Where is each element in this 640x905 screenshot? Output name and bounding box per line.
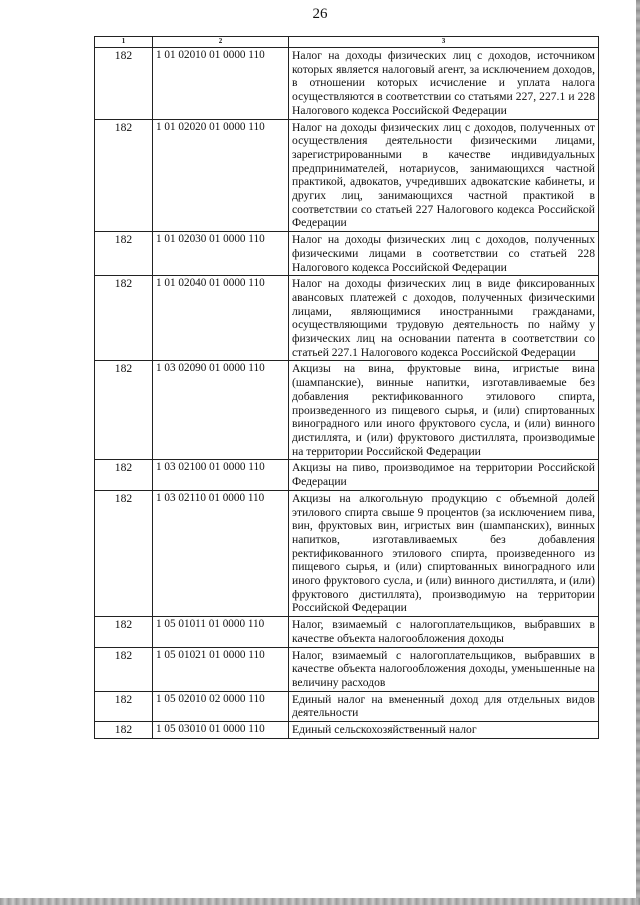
table-row xyxy=(95,48,599,120)
table-row xyxy=(95,617,599,647)
revenue-name-cell: Акцизы на пиво, производимое на территории Российской Федерации xyxy=(289,460,599,490)
table-row xyxy=(95,647,599,691)
revenue-name-cell: Акцизы на вина, фруктовые вина, игристые вина (шампанские), винные напитки, изготавливаемые без добавления ректификованного этилового спирта, произведенного из пищевого сырья, и (или) спиртованных виноградного или иного фруктового сусла, и (или) винного дистиллята, и (или) фруктового дистиллята, производимые на территории Российской Федерации xyxy=(289,361,599,460)
admin-code-cell: 182 xyxy=(95,48,153,120)
admin-code-cell: 182 xyxy=(95,460,153,490)
admin-code-cell: 182 xyxy=(95,691,153,721)
table-row xyxy=(95,490,599,616)
admin-code-cell: 182 xyxy=(95,722,153,739)
table-row xyxy=(95,232,599,276)
column-header-3: 3 xyxy=(289,37,599,48)
revenue-name-cell: Налог на доходы физических лиц в виде фиксированных авансовых платежей с доходов, полученных физическими лицами, являющимися иностранными гражданами, осуществляющими трудовую деятельность по найму у физических лиц на основании патента в соответствии со статьей 227.1 Налогового кодекса Российской Федерации xyxy=(289,276,599,361)
budget-code-cell: 1 01 02040 01 0000 110 xyxy=(153,276,289,361)
table-row xyxy=(95,691,599,721)
revenue-name-cell: Единый налог на вмененный доход для отдельных видов деятельности xyxy=(289,691,599,721)
table-row xyxy=(95,722,599,739)
column-header-1: 1 xyxy=(95,37,153,48)
budget-code-cell: 1 01 02020 01 0000 110 xyxy=(153,119,289,232)
admin-code-cell: 182 xyxy=(95,232,153,276)
budget-code-cell: 1 01 02030 01 0000 110 xyxy=(153,232,289,276)
revenue-name-cell: Единый сельскохозяйственный налог xyxy=(289,722,599,739)
revenue-name-cell: Налог, взимаемый с налогоплательщиков, выбравших в качестве объекта налогообложения доходы xyxy=(289,617,599,647)
table-row xyxy=(95,460,599,490)
scan-edge-right xyxy=(636,0,640,905)
revenue-name-cell: Налог на доходы физических лиц с доходов, полученных физическими лицами в соответствии со статьей 228 Налогового кодекса Российской Федерации xyxy=(289,232,599,276)
revenue-name-cell: Акцизы на алкогольную продукцию с объемной долей этилового спирта свыше 9 процентов (за исключением пива, вин, фруктовых вин, игристых вин (шампанских), винных напитков, изготавливаемых без добавления ректификованного этилового спирта, произведенного из пищевого сырья, и (или) спиртованных виноградного или иного фруктового сусла, и (или) винного дистиллята, и (или) фруктового дистиллята), производимую на территории Российской Федерации xyxy=(289,490,599,616)
revenue-name-cell: Налог, взимаемый с налогоплательщиков, выбравших в качестве объекта налогообложения доходы, уменьшенные на величину расходов xyxy=(289,647,599,691)
table-header-row xyxy=(95,37,599,48)
budget-classification-table xyxy=(94,36,599,739)
budget-code-cell: 1 05 03010 01 0000 110 xyxy=(153,722,289,739)
budget-code-cell: 1 03 02100 01 0000 110 xyxy=(153,460,289,490)
admin-code-cell: 182 xyxy=(95,361,153,460)
page-number: 26 xyxy=(312,6,328,22)
table-row xyxy=(95,119,599,232)
table-row xyxy=(95,276,599,361)
budget-code-cell: 1 05 02010 02 0000 110 xyxy=(153,691,289,721)
revenue-name-cell: Налог на доходы физических лиц с доходов, полученных от осуществления деятельности физическими лицами, зарегистрированными в качестве индивидуальных предпринимателей, нотариусов, занимающихся частной практикой, адвокатов, учредивших адвокатские кабинеты, и других лиц, занимающихся частной практикой в соответствии со статьей 227 Налогового кодекса Российской Федерации xyxy=(289,119,599,232)
admin-code-cell: 182 xyxy=(95,490,153,616)
budget-code-cell: 1 01 02010 01 0000 110 xyxy=(153,48,289,120)
budget-code-cell: 1 03 02090 01 0000 110 xyxy=(153,361,289,460)
admin-code-cell: 182 xyxy=(95,617,153,647)
budget-code-cell: 1 05 01021 01 0000 110 xyxy=(153,647,289,691)
admin-code-cell: 182 xyxy=(95,119,153,232)
revenue-name-cell: Налог на доходы физических лиц с доходов, источником которых является налоговый агент, за исключением доходов, в отношении которых исчисление и уплата налога осуществляются в соответствии со статьями 227, 227.1 и 228 Налогового кодекса Российской Федерации xyxy=(289,48,599,120)
budget-code-cell: 1 05 01011 01 0000 110 xyxy=(153,617,289,647)
table-row xyxy=(95,361,599,460)
admin-code-cell: 182 xyxy=(95,647,153,691)
budget-code-cell: 1 03 02110 01 0000 110 xyxy=(153,490,289,616)
scan-edge-bottom xyxy=(0,898,640,905)
admin-code-cell: 182 xyxy=(95,276,153,361)
column-header-2: 2 xyxy=(153,37,289,48)
